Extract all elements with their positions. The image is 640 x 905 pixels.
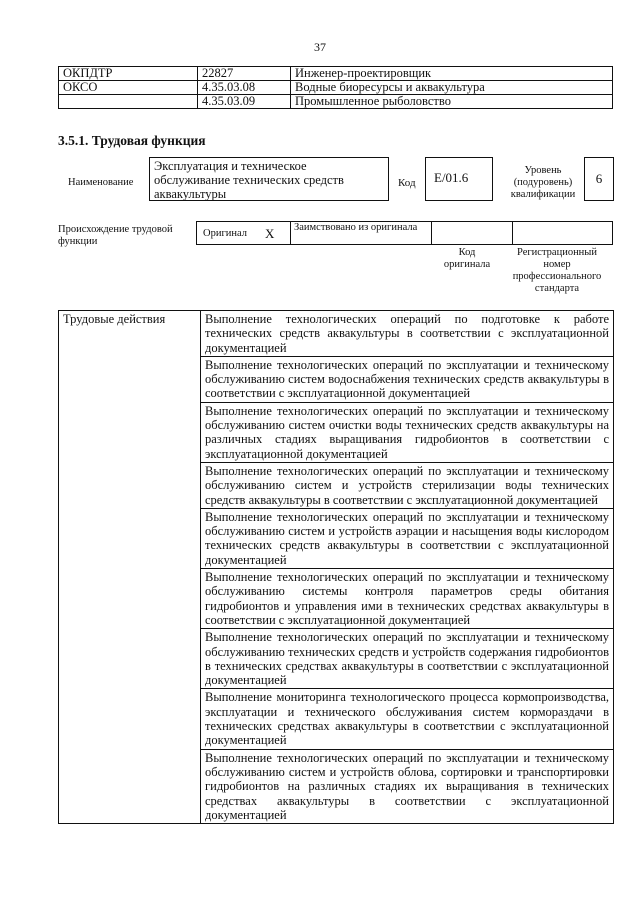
name-cell: Водные биоресурсы и аквакультура [291,81,613,95]
table-row [59,67,613,81]
code-label: Код [398,177,416,189]
name-label: Наименование [68,177,134,188]
level-label: Уровень (подуровень) квалификации [510,165,576,200]
labor-action: Выполнение технологических операций по эксплуатации и техническому обслуживанию систем и устройств стерилизации воды технических средств аквакультуры в соответствии с эксплуатационной документацией [201,462,614,508]
labor-actions-table [58,310,614,824]
code-cell: 22827 [198,67,291,81]
labor-action: Выполнение технологических операций по эксплуатации и техническому обслуживанию системы контроля параметров среды обитания гидробионтов и управления ими в технических средствах аквакультуры в соответствии с эксплуатационной документацией [201,569,614,629]
labor-action: Выполнение технологических операций по эксплуатации и техническому обслуживанию систем очистки воды технических средств аквакультуры на различных стадиях выращивания гидробионтов в соответствии с эксплуатационной документацией [201,402,614,462]
labor-action: Выполнение технологических операций по подготовке к работе технических средств аквакультуры в соответствии с эксплуатационной документацией [201,311,614,357]
section-title: 3.5.1. Трудовая функция [58,133,206,148]
labor-actions-label: Трудовые действия [59,311,201,824]
labor-action: Выполнение технологических операций по эксплуатации и техническому обслуживанию систем водоснабжения технических средств аквакультуры в соответствии с эксплуатационной документацией [201,356,614,402]
function-name-box: Эксплуатация и техническое обслуживание технических средств аквакультуры [149,157,389,201]
level-value-box: 6 [584,157,614,201]
divider [512,221,513,245]
labor-action: Выполнение технологических операций по эксплуатации и техническому обслуживанию систем и устройств облова, сортировки и транспортировки гидробионтов на различных стадиях их выращивания в технических средствах аквакультуры в соответствии с эксплуатационной документацией [201,749,614,823]
original-mark: X [265,226,275,241]
name-cell: Инженер-проектировщик [291,67,613,81]
classifier-cell [59,95,198,109]
code-cell: 4.35.03.08 [198,81,291,95]
labor-action: Выполнение технологических операций по эксплуатации и техническому обслуживанию технических средств и устройств содержания гидробионтов в технических средствах аквакультуры в соответствии с эксплуатационной документацией [201,629,614,689]
table-row [59,311,614,357]
classifier-cell: ОКПДТР [59,67,198,81]
reg-number-caption: Регистрационный номер профессионального стандарта [512,247,602,294]
code-original-caption: Код оригинала [443,247,491,270]
name-cell: Промышленное рыболовство [291,95,613,109]
table-row [59,95,613,109]
origin-label: Происхождение трудовой функции [58,224,173,247]
table-row [59,81,613,95]
original-label: Оригинал [203,228,247,239]
labor-action: Выполнение технологических операций по эксплуатации и техническому обслуживанию систем и устройств аэрации и насыщения воды кислородом технических средств аквакультуры в соответствии с эксплуатационной документацией [201,508,614,568]
page-number: 37 [314,40,326,54]
borrowed-label: Заимствовано из оригинала [294,222,418,233]
code-cell: 4.35.03.09 [198,95,291,109]
origin-table [196,221,613,245]
codes-table [58,66,613,109]
classifier-cell: ОКСО [59,81,198,95]
divider [290,221,291,245]
divider [431,221,432,245]
labor-action: Выполнение мониторинга технологического процесса кормопроизводства, эксплуатации и технического обслуживания систем кормораздачи в технических средствах аквакультуры в соответствии с эксплуатационной документацией [201,689,614,749]
function-code-box: E/01.6 [425,157,493,201]
